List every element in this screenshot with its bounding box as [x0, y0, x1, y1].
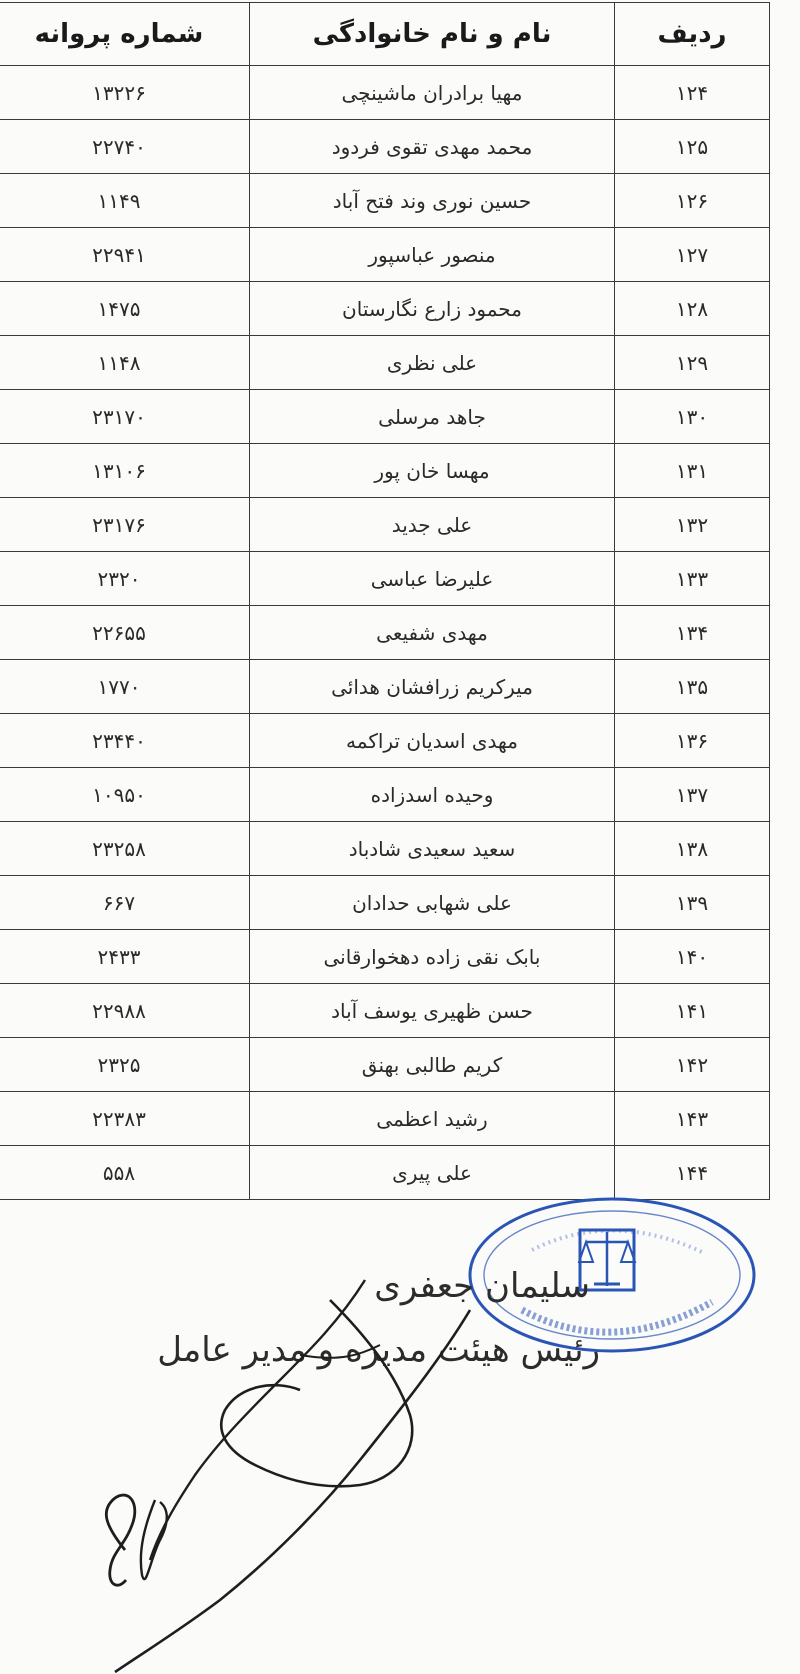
- license-number-cell: ۱۱۴۹: [0, 174, 250, 228]
- full-name-cell: علی شهابی حدادان: [250, 876, 615, 930]
- license-number-cell: ۲۲۷۴۰: [0, 120, 250, 174]
- roster-table: [0, 2, 770, 1200]
- table-row: [0, 1038, 770, 1092]
- table-row: [0, 660, 770, 714]
- signer-name: سلیمان جعفری: [374, 1266, 590, 1306]
- table-row: [0, 768, 770, 822]
- table-row: [0, 390, 770, 444]
- header-row: [0, 3, 770, 66]
- row-number-cell: ۱۴۴: [615, 1146, 770, 1200]
- signature-block: [0, 1180, 800, 1674]
- table-row: [0, 336, 770, 390]
- row-number-cell: ۱۳۲: [615, 498, 770, 552]
- table-row: [0, 498, 770, 552]
- row-number-cell: ۱۲۵: [615, 120, 770, 174]
- license-number-cell: ۲۲۹۴۱: [0, 228, 250, 282]
- full-name-cell: حسن ظهیری یوسف آباد: [250, 984, 615, 1038]
- full-name-cell: محمود زارع نگارستان: [250, 282, 615, 336]
- full-name-cell: جاهد مرسلی: [250, 390, 615, 444]
- full-name-cell: علیرضا عباسی: [250, 552, 615, 606]
- row-number-cell: ۱۳۹: [615, 876, 770, 930]
- row-number-cell: ۱۴۲: [615, 1038, 770, 1092]
- full-name-cell: مهدی شفیعی: [250, 606, 615, 660]
- table-row: [0, 552, 770, 606]
- row-number-cell: ۱۳۱: [615, 444, 770, 498]
- full-name-cell: سعید سعیدی شادباد: [250, 822, 615, 876]
- full-name-cell: مهیا برادران ماشینچی: [250, 66, 615, 120]
- table-row: [0, 120, 770, 174]
- full-name-cell: علی جدید: [250, 498, 615, 552]
- row-number-cell: ۱۴۰: [615, 930, 770, 984]
- license-number-cell: ۲۳۲۵: [0, 1038, 250, 1092]
- table-row: [0, 876, 770, 930]
- table-row: [0, 174, 770, 228]
- license-number-cell: ۲۳۲۰: [0, 552, 250, 606]
- full-name-cell: میرکریم زرافشان هدائی: [250, 660, 615, 714]
- license-number-cell: ۲۳۴۴۰: [0, 714, 250, 768]
- row-number-cell: ۱۴۱: [615, 984, 770, 1038]
- license-number-cell: ۱۱۴۸: [0, 336, 250, 390]
- full-name-cell: مهسا خان پور: [250, 444, 615, 498]
- signer-title: رئیس هیئت مدیره و مدیر عامل: [157, 1330, 600, 1370]
- full-name-cell: محمد مهدی تقوی فردود: [250, 120, 615, 174]
- row-number-cell: ۱۳۴: [615, 606, 770, 660]
- license-number-cell: ۲۲۹۸۸: [0, 984, 250, 1038]
- roster-body: [0, 66, 770, 1200]
- license-number-cell: ۲۳۱۷۰: [0, 390, 250, 444]
- license-number-cell: ۲۲۳۸۳: [0, 1092, 250, 1146]
- full-name-cell: منصور عباسپور: [250, 228, 615, 282]
- row-number-cell: ۱۲۹: [615, 336, 770, 390]
- license-number-cell: ۲۲۶۵۵: [0, 606, 250, 660]
- row-number-cell: ۱۲۶: [615, 174, 770, 228]
- header-full-name: نام و نام خانوادگی: [250, 3, 615, 66]
- table-row: [0, 1092, 770, 1146]
- table-row: [0, 714, 770, 768]
- table-row: [0, 930, 770, 984]
- table-row: [0, 606, 770, 660]
- full-name-cell: علی نظری: [250, 336, 615, 390]
- row-number-cell: ۱۳۷: [615, 768, 770, 822]
- handwritten-signature: [0, 1180, 800, 1674]
- full-name-cell: وحیده اسدزاده: [250, 768, 615, 822]
- full-name-cell: حسین نوری وند فتح آباد: [250, 174, 615, 228]
- row-number-cell: ۱۳۰: [615, 390, 770, 444]
- full-name-cell: علی پیری: [250, 1146, 615, 1200]
- table-row: [0, 66, 770, 120]
- table-row: [0, 984, 770, 1038]
- license-number-cell: ۱۴۷۵: [0, 282, 250, 336]
- license-number-cell: ۱۰۹۵۰: [0, 768, 250, 822]
- license-number-cell: ۱۳۱۰۶: [0, 444, 250, 498]
- table-row: [0, 282, 770, 336]
- license-number-cell: ۵۵۸: [0, 1146, 250, 1200]
- full-name-cell: مهدی اسدیان تراکمه: [250, 714, 615, 768]
- row-number-cell: ۱۳۵: [615, 660, 770, 714]
- full-name-cell: کریم طالبی بهنق: [250, 1038, 615, 1092]
- row-number-cell: ۱۴۳: [615, 1092, 770, 1146]
- license-number-cell: ۱۳۲۲۶: [0, 66, 250, 120]
- row-number-cell: ۱۳۸: [615, 822, 770, 876]
- table-row: [0, 444, 770, 498]
- row-number-cell: ۱۳۳: [615, 552, 770, 606]
- full-name-cell: بابک نقی زاده دهخوارقانی: [250, 930, 615, 984]
- row-number-cell: ۱۳۶: [615, 714, 770, 768]
- table-row: [0, 822, 770, 876]
- row-number-cell: ۱۲۸: [615, 282, 770, 336]
- table-row: [0, 228, 770, 282]
- header-row-number: ردیف: [615, 3, 770, 66]
- row-number-cell: ۱۲۴: [615, 66, 770, 120]
- license-number-cell: ۲۳۱۷۶: [0, 498, 250, 552]
- row-number-cell: ۱۲۷: [615, 228, 770, 282]
- full-name-cell: رشید اعظمی: [250, 1092, 615, 1146]
- header-license-number: شماره پروانه: [0, 3, 250, 66]
- license-number-cell: ۲۳۲۵۸: [0, 822, 250, 876]
- license-number-cell: ۱۷۷۰: [0, 660, 250, 714]
- license-number-cell: ۲۴۳۳: [0, 930, 250, 984]
- license-number-cell: ۶۶۷: [0, 876, 250, 930]
